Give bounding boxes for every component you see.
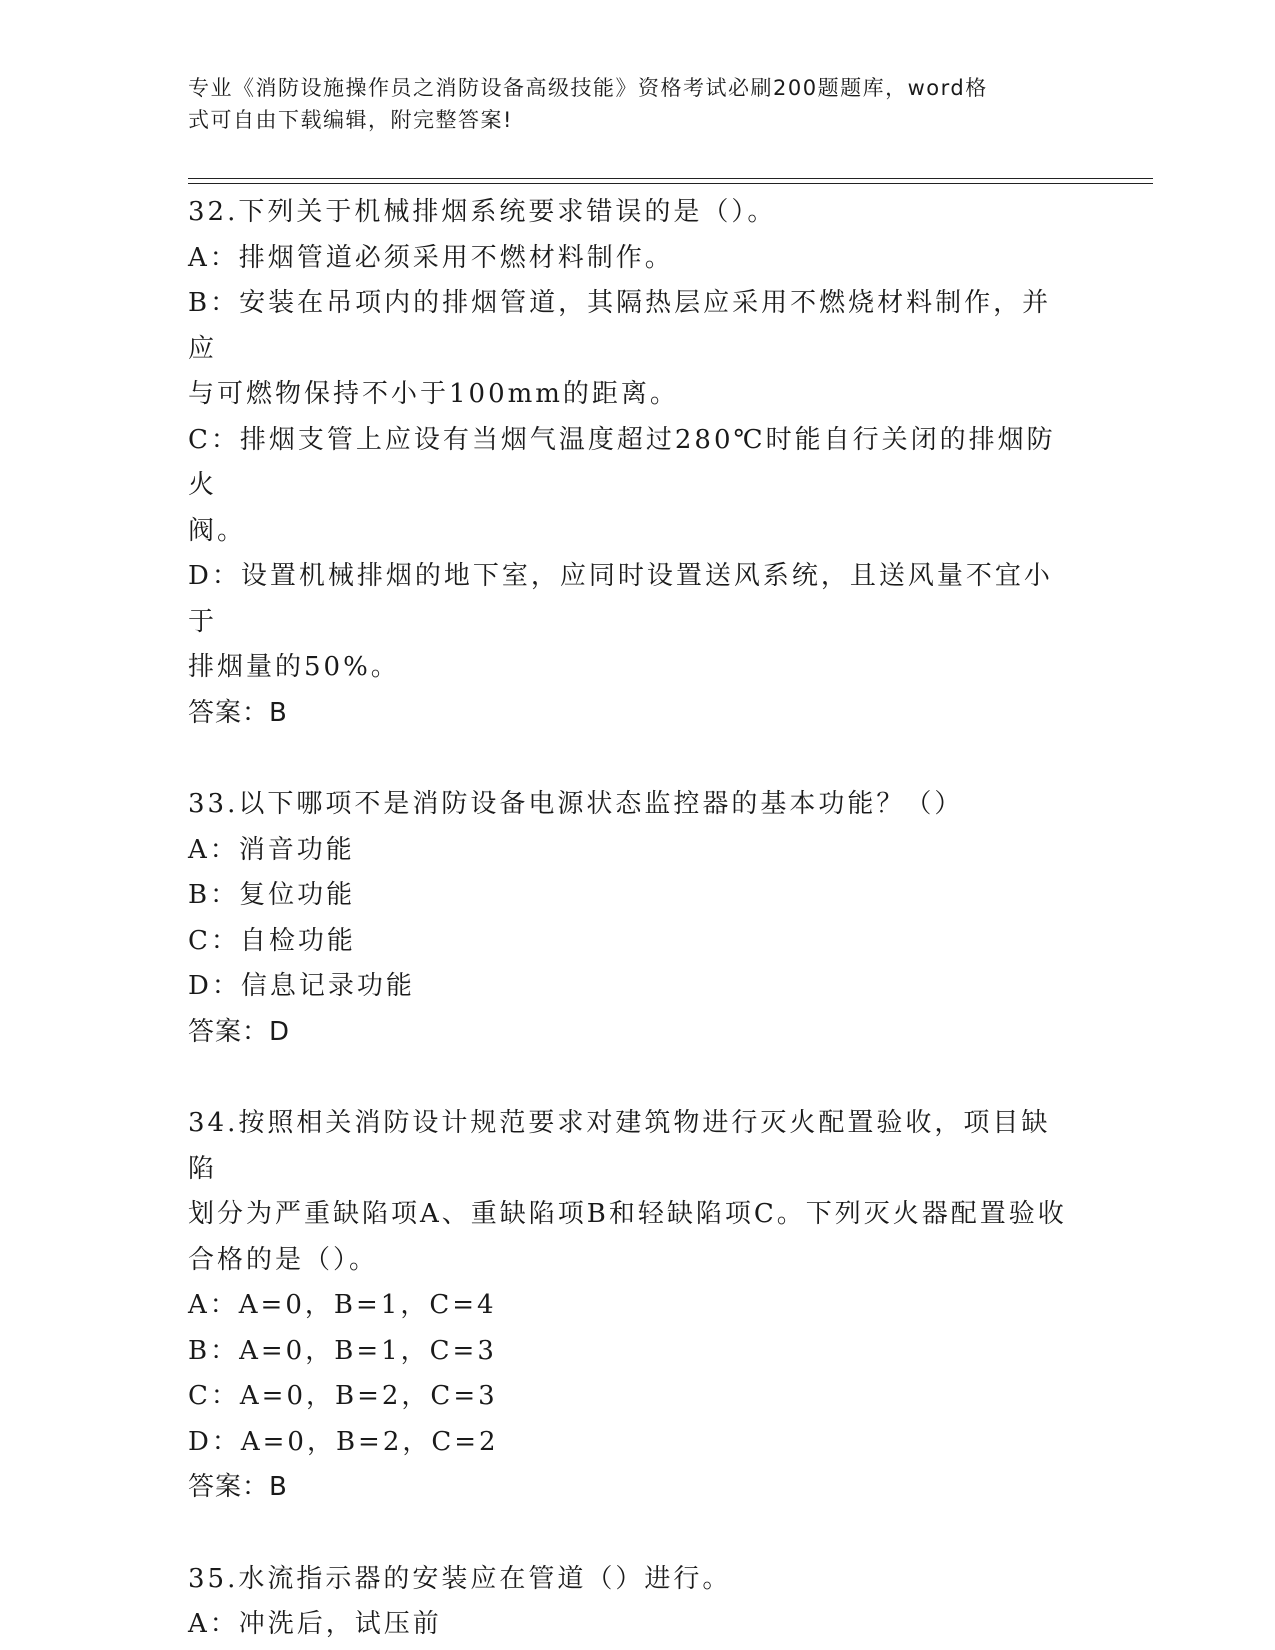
- question-stem-continued: 划分为严重缺陷项A、重缺陷项B和轻缺陷项C。下列灭火器配置验收: [188, 1199, 1067, 1229]
- header-divider-top: [188, 178, 1153, 179]
- option-c: C：A=0，B=2，C=3: [188, 1381, 498, 1411]
- option-a: A：排烟管道必须采用不燃材料制作。: [188, 242, 674, 273]
- question-stem: 33.以下哪项不是消防设备电源状态监控器的基本功能？（）: [188, 789, 964, 819]
- question-33: [188, 782, 1068, 1055]
- answer: 答案：B: [188, 697, 288, 728]
- header-line-2: 式可自由下载编辑，附完整答案!: [188, 108, 513, 132]
- option-b-continued: 与可燃物保持不小于100mm的距离。: [188, 379, 679, 409]
- option-d: D：设置机械排烟的地下室，应同时设置送风系统，且送风量不宜小于: [188, 561, 1053, 637]
- question-34: [188, 1101, 1068, 1511]
- option-b: B：安装在吊项内的排烟管道，其隔热层应采用不燃烧材料制作，并应: [188, 288, 1052, 364]
- answer: 答案：D: [188, 1016, 291, 1047]
- question-list: [188, 190, 1068, 1648]
- header-divider-bottom: [188, 183, 1153, 184]
- question-stem: 34.按照相关消防设计规范要求对建筑物进行灭火配置验收，项目缺陷: [188, 1108, 1051, 1184]
- document-header: [188, 72, 1068, 136]
- option-c: C：自检功能: [188, 925, 356, 956]
- option-a: A：消音功能: [188, 834, 355, 865]
- option-b: B：复位功能: [188, 880, 356, 910]
- option-d: D：信息记录功能: [188, 971, 415, 1001]
- option-c-continued: 阀。: [188, 515, 247, 546]
- question-35: [188, 1557, 1068, 1648]
- question-32: [188, 190, 1068, 736]
- option-d: D：A=0，B=2，C=2: [188, 1426, 499, 1457]
- answer: 答案：B: [188, 1472, 288, 1502]
- question-stem-continued: 合格的是（）。: [188, 1244, 379, 1275]
- option-c: C：排烟支管上应设有当烟气温度超过280℃时能自行关闭的排烟防火: [188, 424, 1056, 500]
- option-a: A：A=0，B=1，C=4: [188, 1290, 497, 1320]
- header-line-1: 专业《消防设施操作员之消防设备高级技能》资格考试必刷200题题库，word格: [188, 76, 988, 100]
- option-d-continued: 排烟量的50%。: [188, 652, 400, 682]
- option-a: A：冲洗后，试压前: [188, 1609, 442, 1639]
- option-b: B：A=0，B=1，C=3: [188, 1335, 497, 1366]
- question-stem: 35.水流指示器的安装应在管道（）进行。: [188, 1563, 732, 1594]
- question-stem: 32.下列关于机械排烟系统要求错误的是（）。: [188, 197, 777, 227]
